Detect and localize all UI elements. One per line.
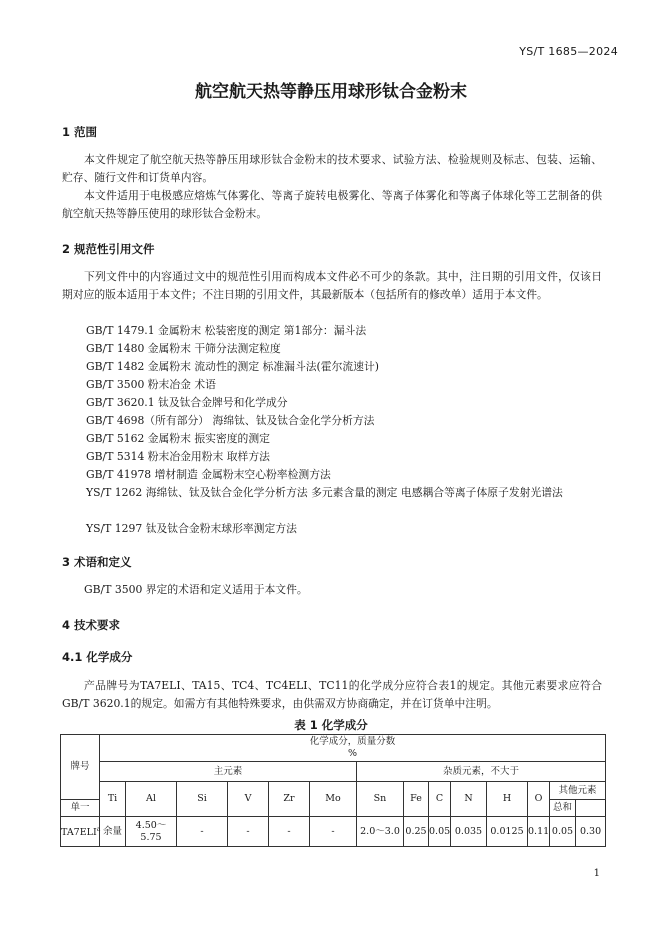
single-cell: 0.05 <box>550 817 576 847</box>
reference-item: GB/T 1480 金属粉末 干筛分法测定粒度 <box>86 342 281 355</box>
section-3-heading: 3 术语和定义 <box>62 555 132 569</box>
total-header: 总和 <box>550 800 576 817</box>
al-cell: 4.50～5.75 <box>126 817 177 847</box>
ti-cell: 余量 <box>100 817 126 847</box>
section-1-paragraph-1: 本文件规定了航空航天热等静压用球形钛合金粉末的技术要求、试验方法、检验规则及标志、包装、运输、贮存、随行文件和订货单内容。 <box>62 153 602 184</box>
section-1-heading: 1 范围 <box>62 125 98 139</box>
single-header: 单一 <box>61 800 100 817</box>
table-row <box>61 817 606 847</box>
section-4-1-paragraph: 产品牌号为TA7ELI、TA15、TC4、TC4ELI、TC11的化学成分应符合表1的规定。其他元素要求应符合GB/T 3620.1的规定。如需方有其他特殊要求，由供需双方协商确定，并在订货单中注明。 <box>62 679 602 710</box>
h-cell: 0.0125 <box>487 817 528 847</box>
element-header-fe: Fe <box>404 782 429 817</box>
element-header-o: O <box>528 782 550 817</box>
standard-code: YS/T 1685—2024 <box>519 45 618 58</box>
reference-item-long: YS/T 1262 海绵钛、钛及钛合金化学分析方法 多元素含量的测定 电感耦合等离子体原子发射光谱法 <box>86 486 563 499</box>
element-header-n: N <box>451 782 487 817</box>
page-number: 1 <box>593 868 600 879</box>
mo-cell: - <box>310 817 357 847</box>
o-cell: 0.11 <box>528 817 550 847</box>
reference-item: GB/T 1482 金属粉末 流动性的测定 标准漏斗法(霍尔流速计) <box>86 360 379 373</box>
reference-item: GB/T 1479.1 金属粉末 松装密度的测定 第1部分：漏斗法 <box>86 324 367 337</box>
sn-cell: 2.0～3.0 <box>357 817 404 847</box>
main-elements-header: 主元素 <box>100 762 357 782</box>
grade-cell: TA7ELI$^a$ <box>61 817 100 847</box>
c-cell: 0.05 <box>429 817 451 847</box>
grade-header: 牌号 <box>61 735 100 800</box>
section-2-intro: 下列文件中的内容通过文中的规范性引用而构成本文件必不可少的条款。其中，注日期的引用文件，仅该日期对应的版本适用于本文件；不注日期的引用文件，其最新版本（包括所有的修改单）适用于本文件。 <box>62 270 602 301</box>
table-caption: 表 1 化学成分 <box>294 718 368 732</box>
si-cell: - <box>177 817 228 847</box>
other-elements-header: 其他元素 <box>550 782 606 800</box>
impurity-elements-header: 杂质元素，不大于 <box>357 762 606 782</box>
reference-item: GB/T 3500 粉末冶金 术语 <box>86 378 216 391</box>
section-1-paragraph-2: 本文件适用于电极感应熔炼气体雾化、等离子旋转电极雾化、等离子体雾化和等离子体球化等工艺制备的供航空航天热等静压使用的球形钛合金粉末。 <box>62 189 602 220</box>
reference-item: GB/T 41978 增材制造 金属粉末空心粉率检测方法 <box>86 468 331 481</box>
element-header-mo: Mo <box>310 782 357 817</box>
chemical-composition-table <box>60 734 606 847</box>
v-cell: - <box>228 817 269 847</box>
element-header-al: Al <box>126 782 177 817</box>
element-header-ti: Ti <box>100 782 126 817</box>
section-4-1-heading: 4.1 化学成分 <box>62 650 133 664</box>
reference-item: GB/T 4698（所有部分） 海绵钛、钛及钛合金化学分析方法 <box>86 414 375 427</box>
element-header-v: V <box>228 782 269 817</box>
section-2-heading: 2 规范性引用文件 <box>62 242 155 256</box>
reference-item: YS/T 1297 钛及钛合金粉末球形率测定方法 <box>86 522 297 535</box>
n-cell: 0.035 <box>451 817 487 847</box>
composition-header: 化学成分，质量分数 % <box>100 735 606 762</box>
fe-cell: 0.25 <box>404 817 429 847</box>
total-cell: 0.30 <box>576 817 606 847</box>
zr-cell: - <box>269 817 310 847</box>
reference-item: GB/T 5162 金属粉末 振实密度的测定 <box>86 432 270 445</box>
element-header-sn: Sn <box>357 782 404 817</box>
element-header-c: C <box>429 782 451 817</box>
element-header-zr: Zr <box>269 782 310 817</box>
document-title: 航空航天热等静压用球形钛合金粉末 <box>195 82 467 102</box>
section-4-heading: 4 技术要求 <box>62 618 121 632</box>
element-header-si: Si <box>177 782 228 817</box>
reference-item: GB/T 3620.1 钛及钛合金牌号和化学成分 <box>86 396 288 409</box>
element-header-h: H <box>487 782 528 817</box>
reference-item: GB/T 5314 粉末冶金用粉末 取样方法 <box>86 450 270 463</box>
section-3-paragraph: GB/T 3500 界定的术语和定义适用于本文件。 <box>84 583 308 596</box>
